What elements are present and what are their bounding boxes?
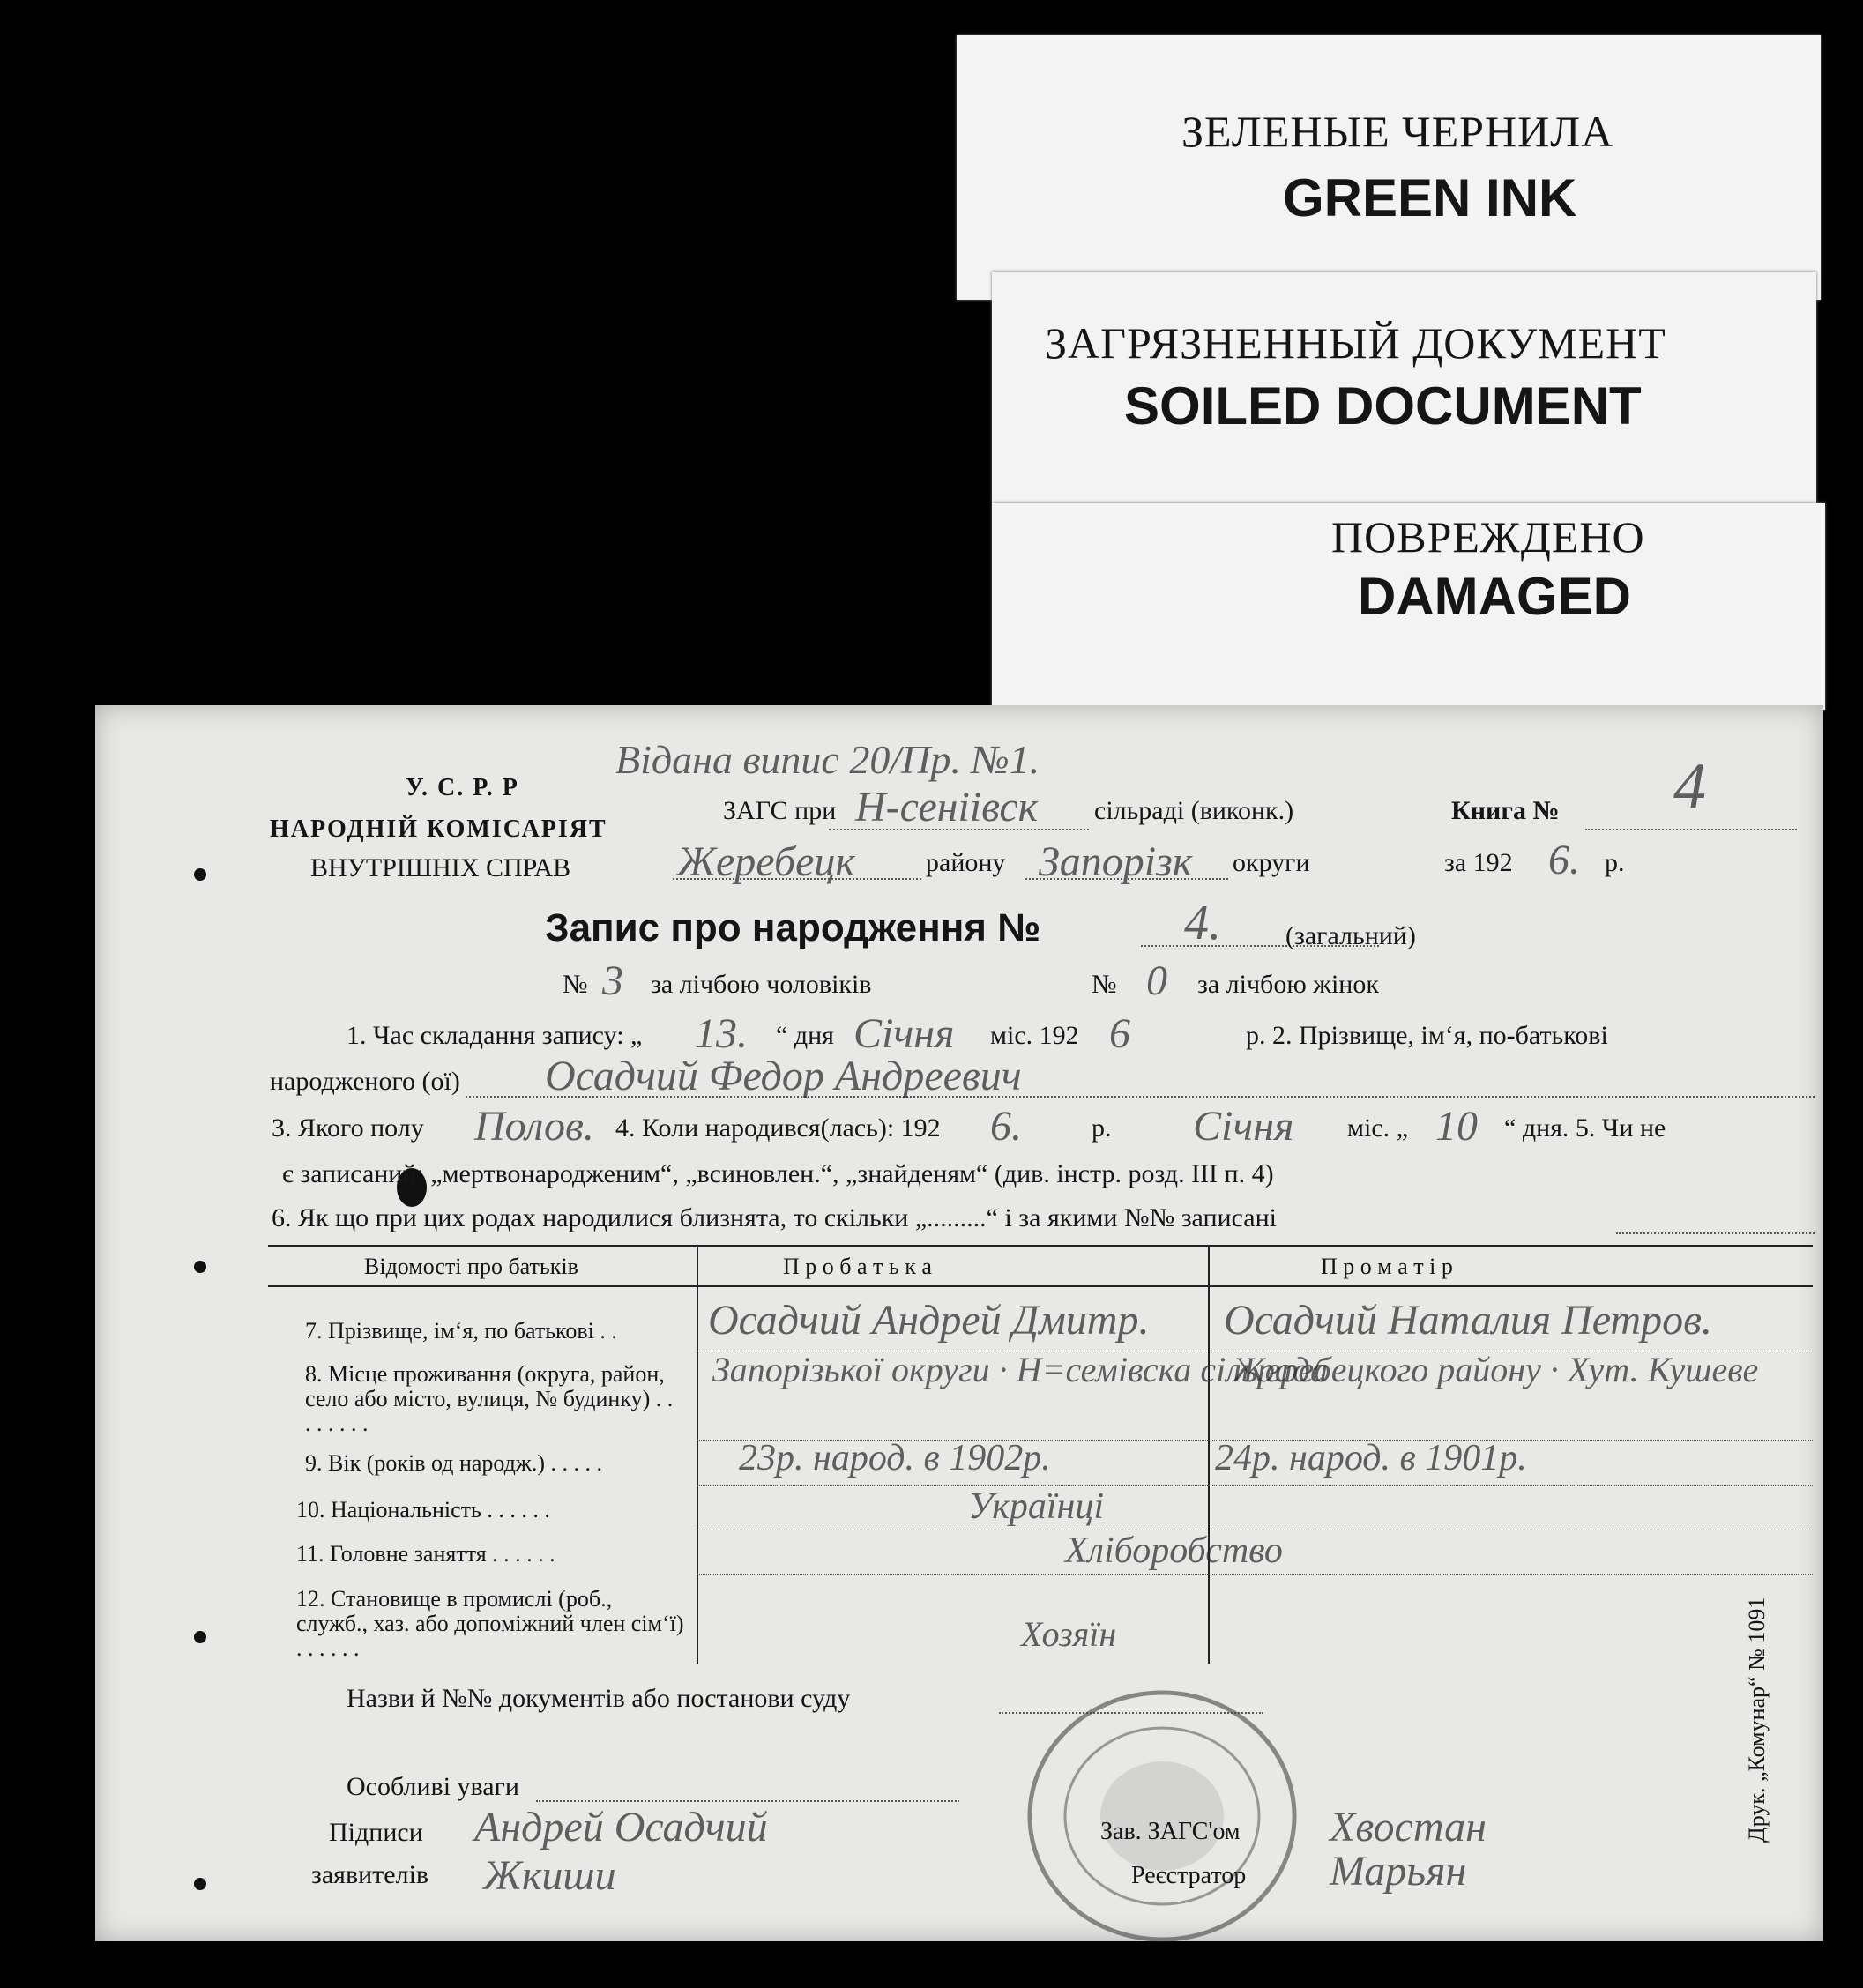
- mother-residence: Жеребецкого району · Хут. Кушеве: [1233, 1350, 1759, 1389]
- birth-month: Січня: [1193, 1103, 1294, 1150]
- zags-label: ЗАГС при: [723, 796, 837, 825]
- mother-age: 24р. народ. в 1901р.: [1215, 1438, 1527, 1478]
- soiled-ru: ЗАГРЯЗНЕННЫЙ ДОКУМЕНТ: [1045, 318, 1666, 368]
- male-number-value: 3: [602, 957, 623, 1004]
- registrar-signature: Марьян: [1330, 1848, 1467, 1895]
- child-sex: Полов.: [474, 1103, 594, 1150]
- zags-head-signature: Хвостан: [1330, 1804, 1487, 1850]
- okrug-value: Запорізк: [1039, 838, 1193, 885]
- male-number-label: №: [563, 970, 588, 999]
- row-label-7: 7. Прізвище, ім‘я, по батькові . .: [305, 1318, 617, 1344]
- org-line-3: ВНУТРІШНІХ СПРАВ: [310, 853, 571, 882]
- soiled-document-label: [992, 272, 1816, 503]
- status: Хозяїн: [1021, 1614, 1117, 1654]
- rayon-label: району: [926, 848, 1006, 877]
- occupation: Хліборобство: [1065, 1530, 1283, 1571]
- record-day: 13.: [695, 1010, 748, 1057]
- binding-hole: [194, 1631, 206, 1643]
- row-label-10: 10. Національність . . . . . .: [296, 1497, 550, 1523]
- green-ink-en: GREEN INK: [1283, 168, 1577, 227]
- damaged-label: [992, 503, 1825, 710]
- female-suffix: за лічбою жінок: [1197, 970, 1379, 999]
- record-suffix: (загальний): [1285, 921, 1416, 950]
- year-value: 6.: [1548, 837, 1580, 883]
- record-number: 4.: [1184, 896, 1221, 950]
- record-title: Запис про народження №: [545, 906, 1041, 949]
- kniga-label: Книга №: [1451, 796, 1560, 825]
- signatures-label-1: Підписи: [329, 1818, 423, 1847]
- line4: є записаний: „мертвонародженим“, „всиновлен.“, „знайденям“ (див. інстр. розд. III п. 4): [282, 1159, 1274, 1188]
- line5: 6. Як що при цих родах народилися близнята, то скільки „.........“ і за якими №№ записані: [272, 1203, 1277, 1232]
- line3-part-a: 3. Якого полу: [272, 1113, 424, 1143]
- line2-label: народженого (ої): [270, 1067, 460, 1096]
- org-line-2: НАРОДНІЙ КОМІСАРІЯТ: [270, 815, 607, 843]
- okrug-label: округи: [1233, 848, 1310, 877]
- birth-year: 6.: [990, 1103, 1022, 1150]
- green-ink-ru: ЗЕЛЕНЫЕ ЧЕРНИЛА: [1181, 107, 1614, 156]
- signatures-label-2: заявителів: [311, 1860, 429, 1889]
- binding-hole: [194, 1878, 206, 1890]
- year-suffix: р.: [1605, 848, 1625, 877]
- line1-part-b: “ дня: [776, 1021, 834, 1050]
- record-month: Січня: [853, 1010, 955, 1057]
- year-label: за 192: [1444, 848, 1513, 877]
- line3-part-c: р.: [1092, 1113, 1112, 1143]
- father-residence: Запорізької округи · Н=семівска сільрада: [712, 1350, 1329, 1389]
- org-line-1: У. С. Р. Р: [406, 774, 519, 801]
- line3-part-e: “ дня. 5. Чи не: [1504, 1113, 1666, 1143]
- top-note: Вiдана випис 20/Пр. №1.: [615, 737, 1040, 782]
- table-col-father: П р о б а т ь к а: [783, 1254, 932, 1279]
- birth-day: 10: [1435, 1103, 1478, 1150]
- row-label-8: 8. Місце проживання (округа, район, село або місто, вулиця, № будинку) . . . . . . . .: [305, 1361, 674, 1436]
- line3-part-d: міс. „: [1347, 1113, 1408, 1143]
- green-ink-label: [957, 35, 1821, 300]
- silradi-label: сільраді (виконк.): [1094, 796, 1294, 825]
- rayon-value: Жеребецк: [677, 838, 855, 885]
- special-label: Особливі уваги: [347, 1772, 519, 1801]
- soiled-en: SOILED DOCUMENT: [1124, 376, 1642, 436]
- damaged-en: DAMAGED: [1358, 567, 1631, 626]
- female-number-value: 0: [1146, 957, 1167, 1004]
- row-label-11: 11. Головне заняття . . . . . .: [296, 1541, 555, 1567]
- birth-record-form: [95, 705, 1823, 1941]
- binding-hole: [194, 1261, 206, 1273]
- official-stamp: [1012, 1684, 1312, 1948]
- nationality: Українці: [968, 1486, 1105, 1527]
- zags-value: Н-сеніівск: [855, 784, 1039, 830]
- printer-mark: Друк. „Комунар“ № 1091: [1744, 1597, 1770, 1843]
- father-name: Осадчий Андрей Дмитр.: [708, 1297, 1150, 1344]
- row-label-12: 12. Становище в промислі (роб., служб., хаз. або допоміжний член сім‘ї) . . . . . .: [296, 1586, 684, 1661]
- registrar-label: Реєстратор: [1131, 1862, 1247, 1889]
- female-number-label: №: [1092, 970, 1117, 999]
- witness-signature: Жкиши: [483, 1852, 616, 1899]
- line1-part-a: 1. Час складання запису: „: [347, 1021, 643, 1050]
- zags-head-label: Зав. ЗАГС'ом: [1100, 1818, 1241, 1845]
- table-col-mother: П р о м а т і р: [1321, 1254, 1453, 1279]
- mother-name: Осадчий Наталия Петров.: [1224, 1297, 1712, 1344]
- binding-hole: [194, 868, 206, 881]
- docs-label: Назви й №№ документів або постанови суду: [347, 1684, 851, 1713]
- line1-part-d: р. 2. Прізвище, ім‘я, по-батькові: [1246, 1021, 1608, 1050]
- row-label-9: 9. Вік (років од народж.) . . . . .: [305, 1450, 603, 1476]
- damaged-ru: ПОВРЕЖДЕНО: [1331, 512, 1645, 562]
- table-col-parents: Відомості про батьків: [364, 1254, 578, 1279]
- male-suffix: за лічбою чоловіків: [651, 970, 872, 999]
- kniga-value: 4: [1673, 750, 1706, 823]
- line3-part-b: 4. Коли народився(лась): 192: [615, 1113, 941, 1143]
- father-age: 23р. народ. в 1902р.: [739, 1438, 1051, 1478]
- father-signature: Андрей Осадчий: [474, 1804, 768, 1850]
- child-name: Осадчий Федор Андреевич: [545, 1053, 1022, 1099]
- record-year: 6: [1109, 1010, 1130, 1057]
- line1-part-c: міс. 192: [990, 1021, 1079, 1050]
